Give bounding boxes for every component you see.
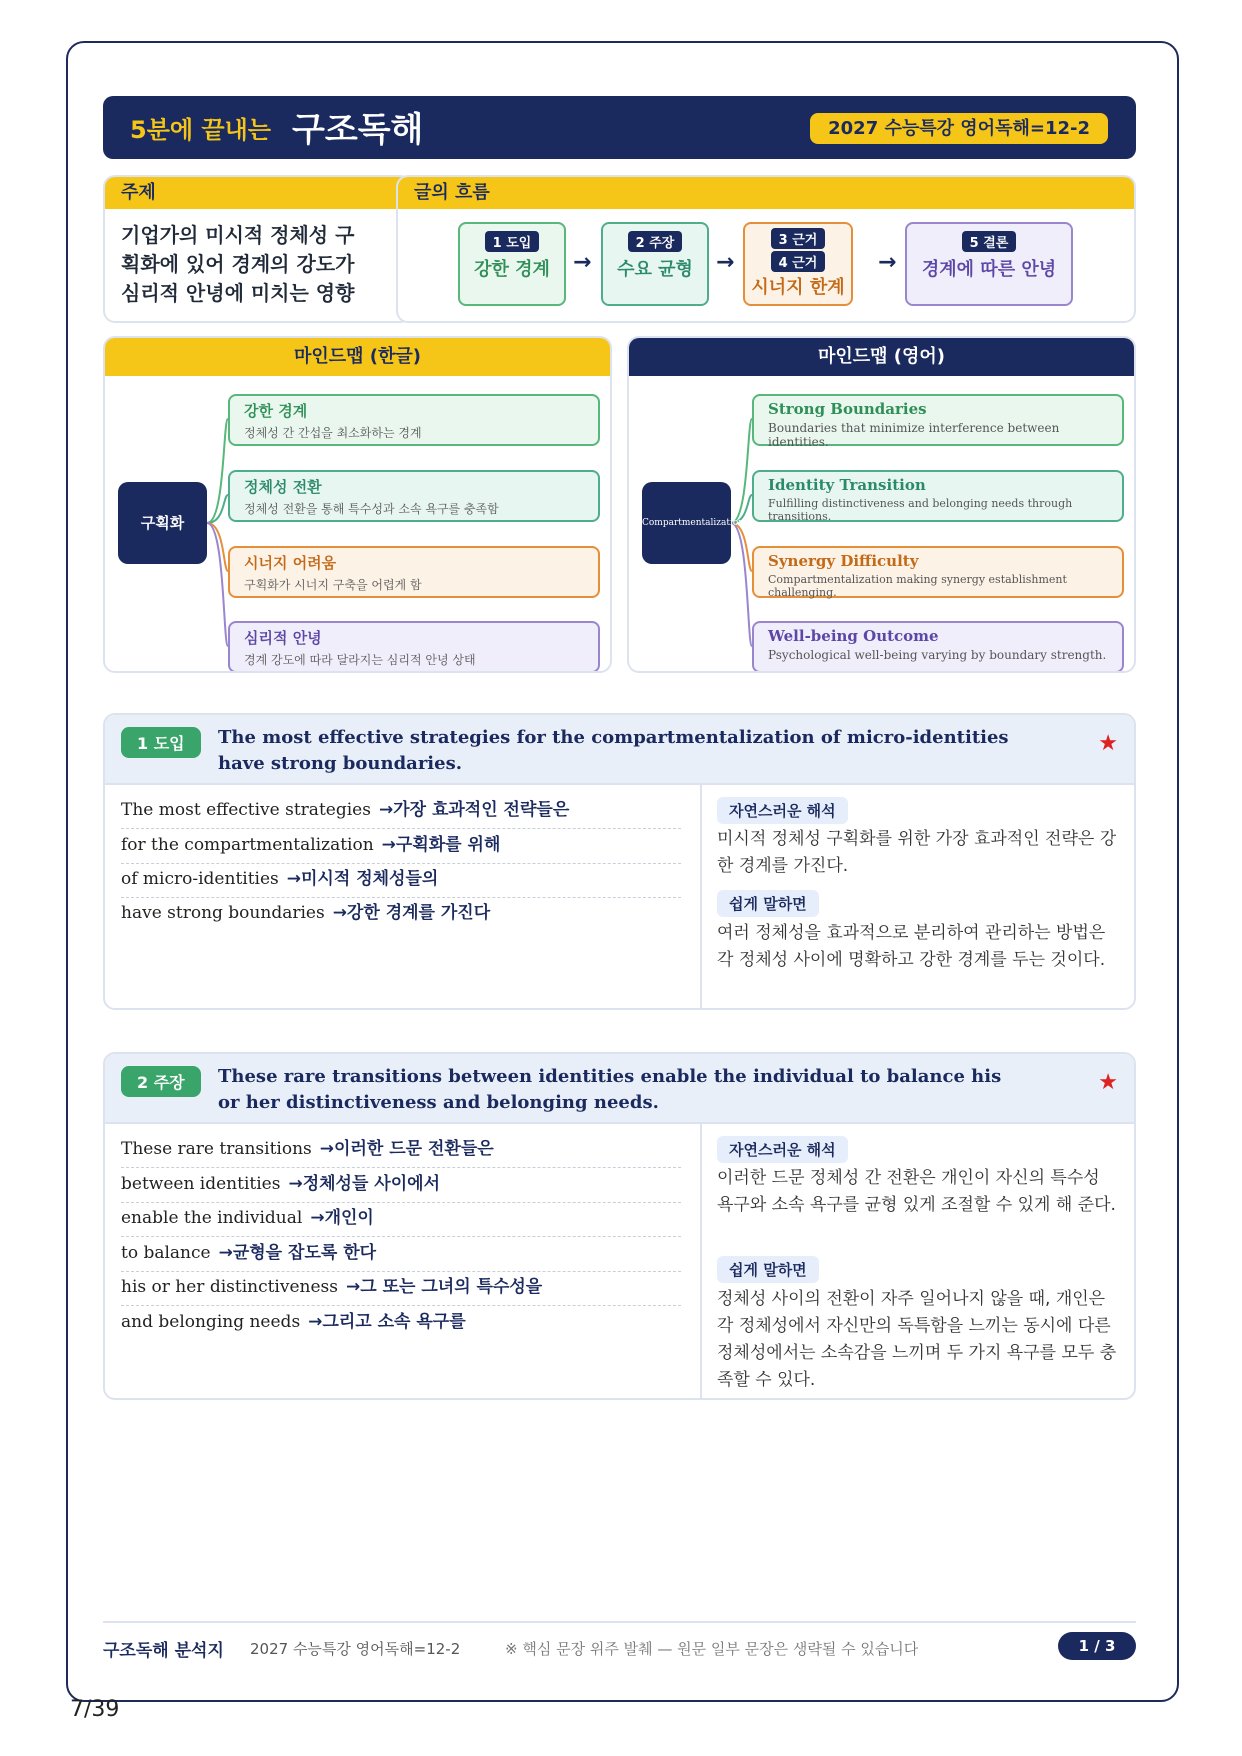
brand-title: 구조독해 bbox=[292, 110, 424, 150]
mindmap-node-title: 강한 경계 bbox=[244, 402, 308, 420]
easy-explanation: 여러 정체성을 효과적으로 분리하여 관리하는 방법은 각 정체성 사이에 명확하고 강한 경계를 두는 것이다. bbox=[717, 923, 1106, 970]
chunk-row bbox=[121, 1169, 681, 1203]
topic-card bbox=[103, 175, 412, 323]
chunk-en: between identities bbox=[121, 1174, 281, 1194]
mindmap-node-desc: Compartmentalization making synergy establishment challenging. bbox=[768, 573, 1067, 599]
footer-source: 2027 수능특강 영어독해=12-2 bbox=[250, 1640, 461, 1658]
chunk-row bbox=[121, 1307, 681, 1341]
section-badge: 1 도입 bbox=[121, 727, 201, 758]
mindmap-ko-label: 마인드맵 (한글) bbox=[105, 338, 610, 376]
star-icon: ★ bbox=[1098, 1070, 1118, 1095]
chunk-en: to balance bbox=[121, 1243, 211, 1263]
chunk-ko: →개인이 bbox=[310, 1208, 374, 1228]
document-page-counter: 7/39 bbox=[70, 1697, 120, 1722]
flow-step-label: 수요 균형 bbox=[617, 259, 693, 280]
chunk-en: of micro-identities bbox=[121, 869, 279, 889]
mindmap-node-desc: 경계 강도에 따라 달라지는 심리적 안녕 상태 bbox=[244, 653, 476, 667]
chunk-row bbox=[121, 830, 681, 864]
topic-line: 획화에 있어 경계의 강도가 bbox=[121, 252, 355, 276]
natural-translation: 이러한 드문 정체성 간 전환은 개인이 자신의 특수성 욕구와 소속 욕구를 균형 있게 조절할 수 있게 해 준다. bbox=[717, 1168, 1116, 1215]
flow-step-label: 강한 경계 bbox=[474, 259, 550, 280]
mindmap-ko-node bbox=[228, 470, 600, 522]
flow-step-badge: 5 결론 bbox=[962, 231, 1017, 252]
mindmap-en-label: 마인드맵 (영어) bbox=[629, 338, 1134, 376]
mindmap-node-title: 정체성 전환 bbox=[244, 478, 322, 496]
mindmap-ko-node bbox=[228, 621, 600, 673]
natural-translation: 미시적 정체성 구획화를 위한 가장 효과적인 전략은 강한 경계를 가진다. bbox=[717, 829, 1117, 876]
section-divider bbox=[700, 1124, 702, 1398]
flow-label: 글의 흐름 bbox=[398, 177, 1134, 209]
mindmap-en-node bbox=[752, 394, 1124, 449]
flow-step-badge: 3 근거 bbox=[771, 228, 826, 249]
chunk-ko: →그 또는 그녀의 특수성을 bbox=[346, 1277, 543, 1297]
chunk-ko: →구획화를 위해 bbox=[381, 835, 501, 855]
mindmap-node-desc: Psychological well-being varying by boundary strength. bbox=[768, 648, 1107, 662]
chunk-row bbox=[121, 1134, 681, 1168]
flow-arrow-icon: → bbox=[573, 250, 592, 275]
topic-line: 기업가의 미시적 정체성 구 bbox=[121, 223, 355, 247]
mindmap-en-card bbox=[627, 336, 1136, 673]
flow-step-badge: 1 도입 bbox=[485, 231, 540, 252]
easy-explanation-tag: 쉽게 말하면 bbox=[717, 1256, 819, 1283]
chunk-en: for the compartmentalization bbox=[121, 835, 374, 855]
topic-line: 심리적 안녕에 미치는 영향 bbox=[121, 281, 355, 305]
natural-translation-tag: 자연스러운 해석 bbox=[717, 797, 848, 824]
chunk-en: have strong boundaries bbox=[121, 903, 325, 923]
header-bar bbox=[103, 96, 1136, 159]
chunk-row bbox=[121, 898, 681, 932]
key-sentence: The most effective strategies for the compartmentalization of micro-identities have strong boundaries. bbox=[218, 727, 1009, 774]
flow-step-badge: 2 주장 bbox=[628, 231, 683, 252]
section-claim bbox=[103, 1052, 1136, 1400]
star-icon: ★ bbox=[1098, 731, 1118, 756]
chunk-ko: →강한 경계를 가진다 bbox=[332, 903, 491, 923]
mindmap-node-title: Strong Boundaries bbox=[768, 400, 927, 418]
easy-explanation-tag: 쉽게 말하면 bbox=[717, 890, 819, 917]
flow-step-claim bbox=[601, 222, 709, 306]
chunk-en: enable the individual bbox=[121, 1208, 303, 1228]
mindmap-node-title: Identity Transition bbox=[768, 476, 926, 494]
chunk-ko: →가장 효과적인 전략들은 bbox=[378, 800, 570, 820]
chunk-ko: →균형을 잡도록 한다 bbox=[218, 1243, 377, 1263]
mindmap-node-title: Well-being Outcome bbox=[768, 627, 939, 645]
brand-prefix: 5분에 끝내는 bbox=[130, 116, 271, 144]
mindmap-node-title: 심리적 안녕 bbox=[244, 629, 322, 647]
chunk-en: and belonging needs bbox=[121, 1312, 301, 1332]
chunk-ko: →이러한 드문 전환들은 bbox=[319, 1139, 494, 1159]
mindmap-ko-node bbox=[228, 546, 600, 598]
flow-step-badge: 4 근거 bbox=[771, 251, 826, 272]
key-sentence: These rare transitions between identities enable the individual to balance his or her distinctiveness and belonging needs. bbox=[218, 1066, 1002, 1113]
mindmap-node-title: 시너지 어려움 bbox=[244, 554, 337, 572]
topic-label: 주제 bbox=[105, 177, 410, 209]
flow-step-evidence bbox=[743, 222, 853, 306]
flow-step-label: 시너지 한계 bbox=[751, 277, 845, 298]
flow-arrow-icon: → bbox=[716, 250, 735, 275]
page-indicator: 1 / 3 bbox=[1058, 1632, 1136, 1660]
mindmap-ko-card bbox=[103, 336, 612, 673]
flow-arrow-icon: → bbox=[878, 250, 897, 275]
chunk-row bbox=[121, 795, 681, 829]
section-badge: 2 주장 bbox=[121, 1066, 201, 1097]
chunk-row bbox=[121, 864, 681, 898]
footer-title: 구조독해 분석지 bbox=[103, 1641, 224, 1661]
chunk-en: The most effective strategies bbox=[121, 800, 371, 820]
chunk-en: These rare transitions bbox=[121, 1139, 312, 1159]
section-divider bbox=[700, 785, 702, 1008]
chunk-ko: →정체성들 사이에서 bbox=[288, 1174, 440, 1194]
chunk-row bbox=[121, 1238, 681, 1272]
flow-step-label: 경계에 따른 안녕 bbox=[921, 259, 1057, 280]
chunk-row bbox=[121, 1272, 681, 1306]
chunk-ko: →그리고 소속 욕구를 bbox=[308, 1312, 466, 1332]
chunk-row bbox=[121, 1203, 681, 1237]
section-header bbox=[105, 1054, 1134, 1124]
mindmap-en-node bbox=[752, 621, 1124, 673]
mindmap-en-root: Compartmentalization bbox=[642, 482, 731, 564]
easy-explanation: 정체성 사이의 전환이 자주 일어나지 않을 때, 개인은 각 정체성에서 자신만의 독특함을 느끼는 동시에 다른 정체성에서는 소속감을 느끼며 두 가지 욕구를 모두 충족할 수 있다. bbox=[717, 1289, 1117, 1390]
mindmap-en-node bbox=[752, 546, 1124, 598]
mindmap-en-node bbox=[752, 470, 1124, 522]
flow-step-conclusion bbox=[905, 222, 1073, 306]
flow-step-intro bbox=[458, 222, 566, 306]
source-badge: 2027 수능특강 영어독해=12-2 bbox=[810, 113, 1108, 144]
natural-translation-tag: 자연스러운 해석 bbox=[717, 1136, 848, 1163]
mindmap-node-desc: 정체성 전환을 통해 특수성과 소속 욕구를 충족함 bbox=[244, 502, 499, 516]
mindmap-node-desc: 구획화가 시너지 구축을 어렵게 함 bbox=[244, 578, 422, 592]
section-header bbox=[105, 715, 1134, 785]
mindmap-node-desc: Fulfilling distinctiveness and belonging needs through transitions. bbox=[768, 497, 1073, 523]
footer-divider bbox=[103, 1621, 1136, 1623]
mindmap-node-title: Synergy Difficulty bbox=[768, 552, 919, 570]
section-intro bbox=[103, 713, 1136, 1010]
mindmap-node-desc: 정체성 간 간섭을 최소화하는 경계 bbox=[244, 426, 422, 440]
mindmap-node-desc: Boundaries that minimize interference between identities. bbox=[768, 421, 1060, 449]
mindmap-ko-root: 구획화 bbox=[118, 482, 207, 564]
footer-note: ※ 핵심 문장 위주 발췌 — 원문 일부 문장은 생략될 수 있습니다 bbox=[505, 1640, 919, 1658]
chunk-en: his or her distinctiveness bbox=[121, 1277, 338, 1297]
topic-text bbox=[105, 209, 410, 320]
mindmap-ko-node bbox=[228, 394, 600, 446]
chunk-ko: →미시적 정체성들의 bbox=[286, 869, 439, 889]
